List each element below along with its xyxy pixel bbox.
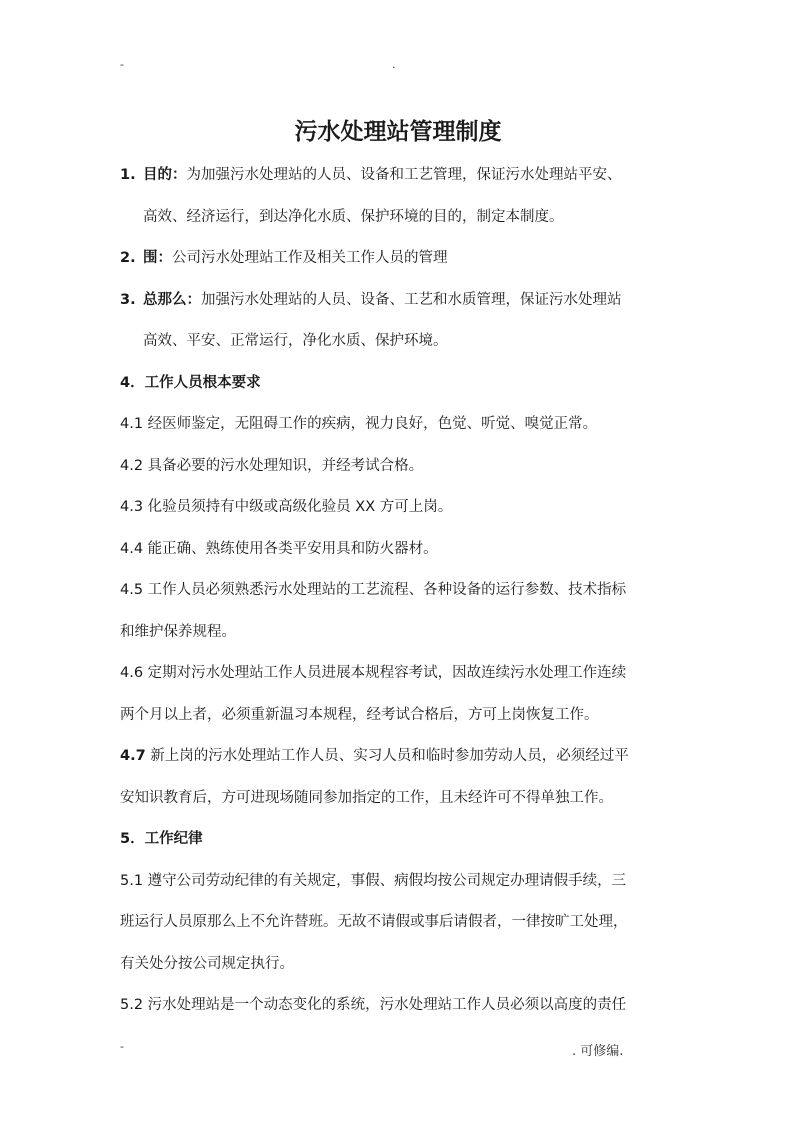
paragraph-4-5-line-1: 4.5 工作人员必须熟悉污水处理站的工艺流程、各种设备的运行参数、技术指标 (120, 582, 627, 598)
paragraph-5-1-line-3: 有关处分按公司规定执行。 (120, 955, 294, 972)
section-3-label: 总那么： (143, 291, 201, 308)
section-3-number: 3. (120, 291, 136, 308)
section-1-line-2: 高效、经济运行，到达净化水质、保护环境的目的，制定本制度。 (143, 208, 564, 225)
paragraph-4-5-line-2: 和维护保养规程。 (120, 623, 236, 640)
section-2-number: 2. (120, 250, 136, 266)
paragraph-5-2-line-1: 5.2 污水处理站是一个动态变化的系统，污水处理站工作人员必须以高度的责任 (120, 997, 627, 1013)
section-3-line-1 (120, 280, 676, 322)
paragraph-5-1-line-1: 5.1 遵守公司劳动纪律的有关规定，事假、病假均按公司规定办理请假手续，三 (120, 872, 627, 889)
paragraph-5-1-line-2: 班运行人员原那么上不允许替班。无故不请假或事后请假者，一律按旷工处理， (120, 914, 628, 930)
section-5-heading: 5．工作纪律 (120, 831, 203, 847)
footer-left-mark: - (120, 1040, 124, 1053)
section-2-line (120, 238, 676, 280)
paragraph-4-3: 4.3 化验员须持有中级或高级化验员 XX 方可上岗。 (120, 499, 453, 515)
section-4-heading: 4．工作人员根本要求 (120, 374, 261, 391)
section-3-line-2: 高效、平安、正常运行，净化水质、保护环境。 (143, 333, 448, 349)
paragraph-4-7-text: 新上岗的污水处理站工作人员、实习人员和临时参加劳动人员，必须经过平 (145, 748, 629, 764)
paragraph-4-6-line-1: 4.6 定期对污水处理站工作人员进展本规程容考试，因故连续污水处理工作连续 (120, 665, 627, 681)
section-2-label: 围： (143, 250, 172, 266)
paragraph-4-6-line-2: 两个月以上者，必须重新温习本规程，经考试合格后，方可上岗恢复工作。 (120, 706, 599, 723)
paragraph-4-2: 4.2 具备必要的污水处理知识，并经考试合格。 (120, 457, 424, 474)
paragraph-4-4: 4.4 能正确、熟练使用各类平安用具和防火器材。 (120, 540, 438, 557)
header-left-mark: - (120, 58, 124, 71)
paragraph-4-7-number: 4.7 (120, 748, 146, 764)
section-1-text: 为加强污水处理站的人员、设备和工艺管理，保证污水处理站平安、 (186, 167, 622, 183)
paragraph-4-1: 4.1 经医师鉴定，无阻碍工作的疾病，视力良好，色觉、听觉、嗅觉正常。 (120, 416, 598, 432)
document-body (120, 112, 676, 1027)
section-2-text: 公司污水处理站工作及相关工作人员的管理 (172, 250, 448, 266)
page-header (120, 58, 674, 72)
section-3-text: 加强污水处理站的人员、设备、工艺和水质管理，保证污水处理站 (201, 291, 622, 308)
document-title: 污水处理站管理制度 (294, 119, 502, 145)
section-1-number: 1. (120, 167, 136, 183)
header-right-mark: . (392, 58, 396, 71)
page-footer (120, 1040, 674, 1059)
section-1-line-1 (120, 155, 676, 197)
paragraph-4-7-line-1 (120, 736, 676, 778)
section-1-label: 目的： (143, 167, 187, 183)
footer-editable-note: . 可修编. (572, 1044, 624, 1059)
paragraph-4-7-line-2: 安知识教育后，方可进现场随同参加指定的工作，且未经许可不得单独工作。 (120, 789, 613, 806)
